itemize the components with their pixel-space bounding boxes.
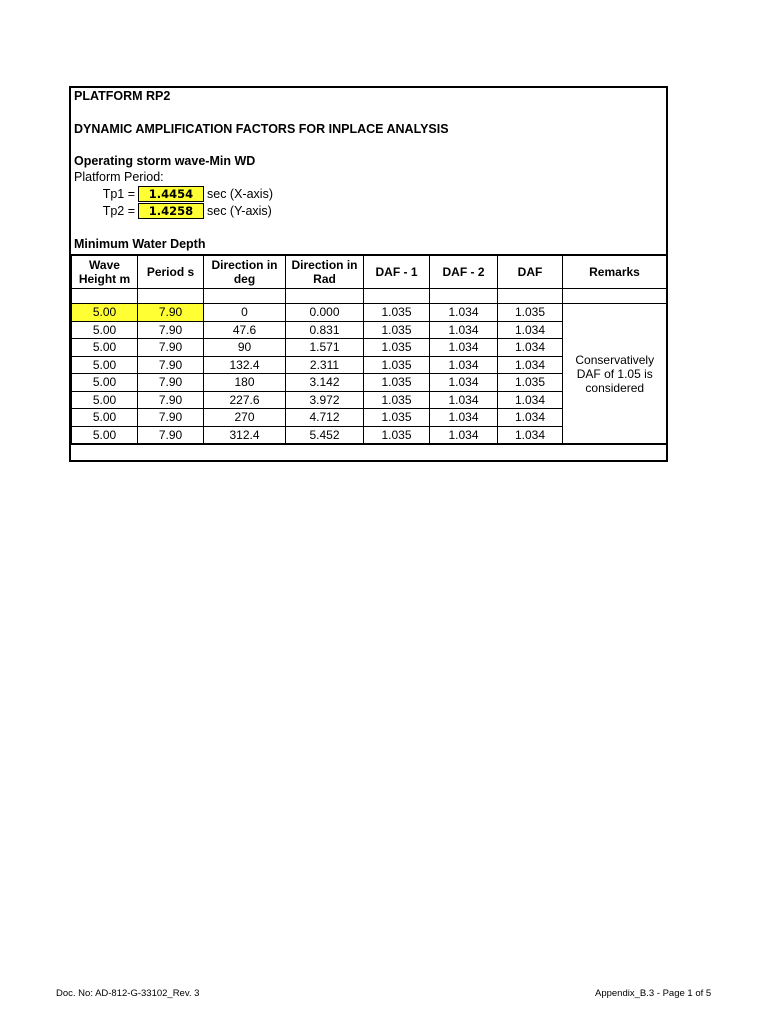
cell-direction-rad: 3.972	[286, 391, 364, 409]
tp1-value: 1.4454	[138, 186, 204, 202]
cell-daf-1: 1.035	[364, 304, 430, 322]
cell-period: 7.90	[138, 426, 204, 444]
cell-wave-height: 5.00	[72, 391, 138, 409]
col-header-period: Period s	[138, 255, 204, 289]
col-header-daf: DAF	[498, 255, 563, 289]
cell-daf-2: 1.034	[430, 304, 498, 322]
cell-daf-2: 1.034	[430, 426, 498, 444]
col-header-direction-deg: Direction in deg	[204, 255, 286, 289]
cell-daf-2: 1.034	[430, 409, 498, 427]
cell-direction-rad: 5.452	[286, 426, 364, 444]
cell-daf-2: 1.034	[430, 339, 498, 357]
tp1-label: Tp1 =	[102, 187, 135, 201]
col-header-direction-rad: Direction in Rad	[286, 255, 364, 289]
cell-period: 7.90	[138, 356, 204, 374]
col-header-remarks: Remarks	[563, 255, 667, 289]
cell-wave-height: 5.00	[72, 339, 138, 357]
cell-direction-rad: 2.311	[286, 356, 364, 374]
cell-direction-rad: 4.712	[286, 409, 364, 427]
cell-direction-deg: 0	[204, 304, 286, 322]
cell-daf-1: 1.035	[364, 321, 430, 339]
tp2-value: 1.4258	[138, 203, 204, 219]
spacer-row	[72, 289, 667, 304]
tp2-label: Tp2 =	[102, 204, 135, 218]
cell-direction-deg: 132.4	[204, 356, 286, 374]
cell-daf-1: 1.035	[364, 409, 430, 427]
table-row	[72, 304, 667, 322]
cell-direction-rad: 3.142	[286, 374, 364, 392]
cell-daf: 1.034	[498, 321, 563, 339]
cell-daf: 1.035	[498, 374, 563, 392]
cell-direction-deg: 270	[204, 409, 286, 427]
cell-daf-1: 1.035	[364, 339, 430, 357]
cell-period: 7.90	[138, 409, 204, 427]
table-header-row	[72, 255, 667, 289]
cell-daf-2: 1.034	[430, 356, 498, 374]
cell-daf: 1.034	[498, 409, 563, 427]
calculation-sheet	[69, 86, 668, 462]
cell-daf-1: 1.035	[364, 374, 430, 392]
cell-daf-2: 1.034	[430, 391, 498, 409]
cell-daf-1: 1.035	[364, 356, 430, 374]
tp1-unit: sec (X-axis)	[207, 187, 273, 201]
section-label: Minimum Water Depth	[74, 237, 206, 251]
cell-daf: 1.034	[498, 426, 563, 444]
cell-wave-height: 5.00	[72, 409, 138, 427]
doc-number: Doc. No: AD-812-G-33102_Rev. 3	[56, 988, 200, 999]
col-header-daf-1: DAF - 1	[364, 255, 430, 289]
cell-direction-deg: 180	[204, 374, 286, 392]
cell-direction-deg: 90	[204, 339, 286, 357]
cell-direction-rad: 0.831	[286, 321, 364, 339]
condition-label: Operating storm wave-Min WD	[74, 154, 256, 168]
cell-direction-deg: 227.6	[204, 391, 286, 409]
cell-daf-2: 1.034	[430, 321, 498, 339]
col-header-wave-height: Wave Height m	[72, 255, 138, 289]
cell-wave-height: 5.00	[72, 321, 138, 339]
platform-period-label: Platform Period:	[74, 170, 164, 184]
cell-wave-height: 5.00	[72, 356, 138, 374]
cell-direction-rad: 1.571	[286, 339, 364, 357]
cell-daf-2: 1.034	[430, 374, 498, 392]
cell-direction-deg: 312.4	[204, 426, 286, 444]
cell-daf: 1.035	[498, 304, 563, 322]
remarks-cell: Conservatively DAF of 1.05 is considered	[563, 304, 667, 444]
cell-wave-height: 5.00	[72, 304, 138, 322]
daf-table	[71, 254, 667, 444]
sheet-title: DYNAMIC AMPLIFICATION FACTORS FOR INPLACE ANALYSIS	[74, 122, 449, 136]
tp2-unit: sec (Y-axis)	[207, 204, 272, 218]
cell-period: 7.90	[138, 374, 204, 392]
cell-period: 7.90	[138, 304, 204, 322]
platform-name: PLATFORM RP2	[74, 89, 171, 103]
col-header-daf-2: DAF - 2	[430, 255, 498, 289]
cell-daf: 1.034	[498, 356, 563, 374]
cell-period: 7.90	[138, 321, 204, 339]
table-bottom-rule	[71, 444, 666, 445]
cell-daf-1: 1.035	[364, 391, 430, 409]
cell-direction-deg: 47.6	[204, 321, 286, 339]
cell-period: 7.90	[138, 391, 204, 409]
cell-wave-height: 5.00	[72, 374, 138, 392]
cell-daf: 1.034	[498, 339, 563, 357]
cell-daf-1: 1.035	[364, 426, 430, 444]
cell-period: 7.90	[138, 339, 204, 357]
cell-daf: 1.034	[498, 391, 563, 409]
cell-direction-rad: 0.000	[286, 304, 364, 322]
cell-wave-height: 5.00	[72, 426, 138, 444]
page-number: Appendix_B.3 - Page 1 of 5	[595, 988, 712, 999]
